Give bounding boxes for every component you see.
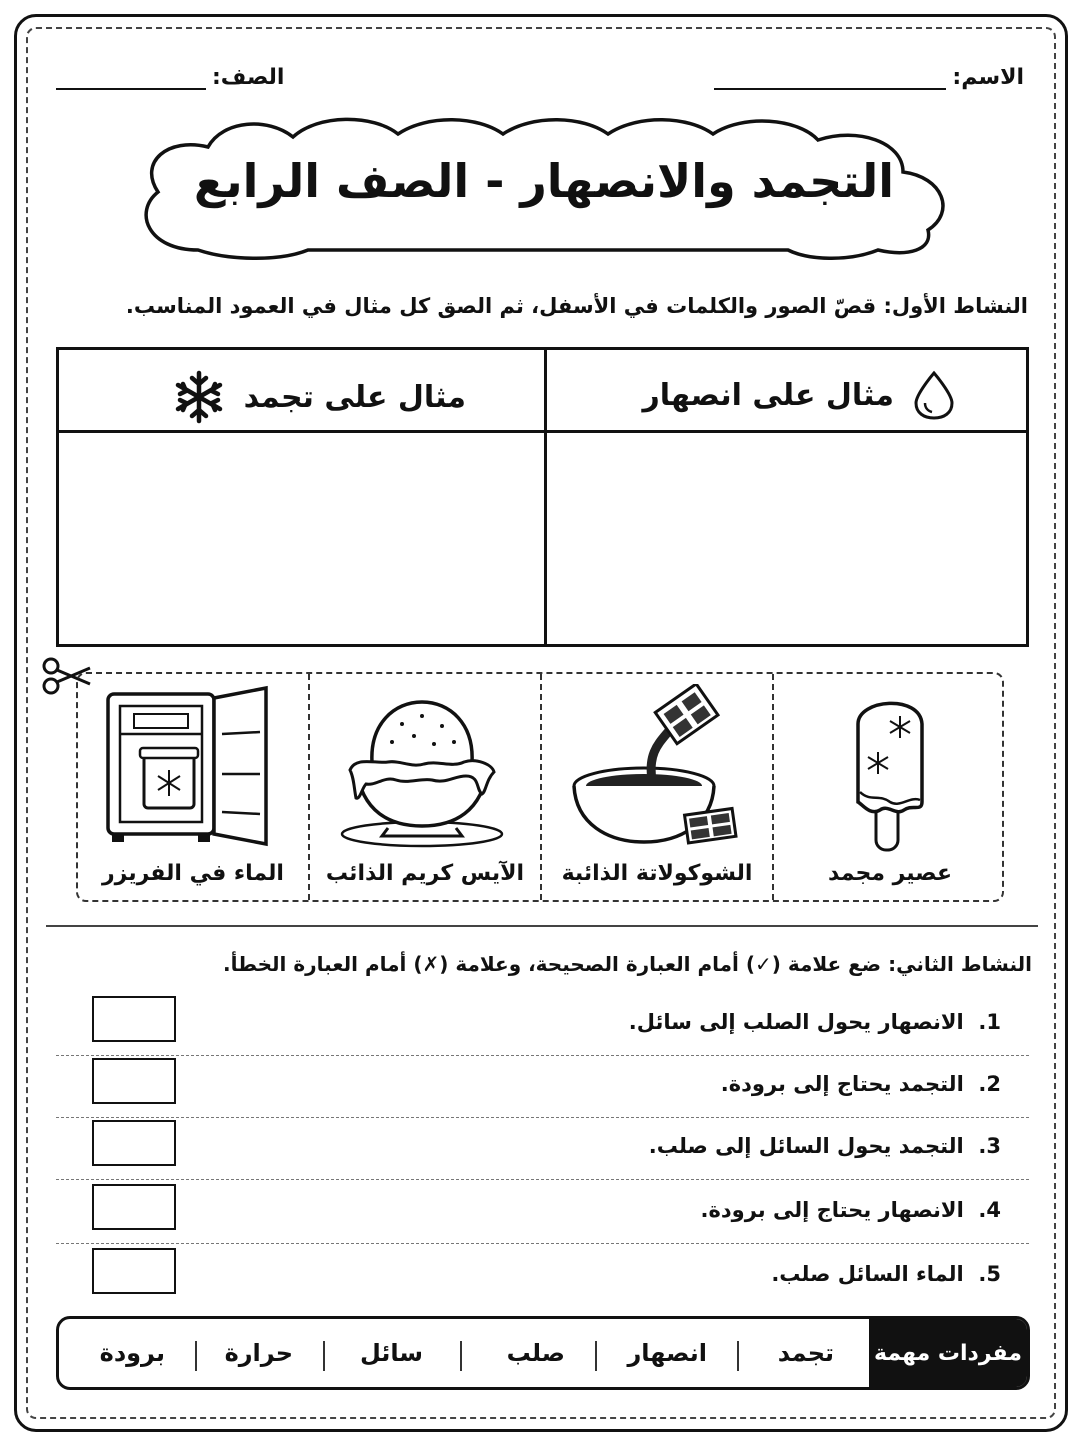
statement-row (56, 1120, 1029, 1180)
statement-row (56, 1058, 1029, 1118)
vocab-word: سائل (359, 1339, 423, 1367)
sorting-table (56, 347, 1029, 647)
page-title: التجمد والانصهار - الصف الرابع (193, 154, 895, 208)
class-label: الصف: (212, 65, 285, 90)
section-divider (46, 925, 1038, 927)
vocab-word: صلب (506, 1339, 565, 1367)
cutout-card-freezer[interactable] (78, 674, 310, 900)
class-field[interactable] (56, 62, 284, 90)
vocab-word: تجمد (777, 1339, 834, 1367)
vocab-separator (595, 1341, 597, 1371)
vocabulary-heading: مفردات مهمة (869, 1319, 1027, 1387)
freezing-drop-area[interactable] (59, 433, 544, 644)
melting-column-label: مثال على انصهار (642, 377, 894, 413)
title-cloud (128, 112, 960, 262)
vocab-separator (737, 1341, 739, 1371)
class-line[interactable] (56, 62, 206, 90)
statement-text: 3. التجمد يحول السائل إلى صلب. (648, 1134, 1001, 1158)
vocab-separator (460, 1341, 462, 1371)
statement-row (56, 996, 1029, 1056)
activity1-instruction: النشاط الأول: قصّ الصور والكلمات في الأسفل، ثم الصق كل مثال في العمود المناسب. (125, 294, 1028, 318)
name-label: الاسم: (952, 65, 1024, 90)
popsicle-icon (800, 684, 980, 854)
answer-box[interactable] (92, 1184, 176, 1230)
cutout-label: عصير مجمد (828, 861, 952, 886)
water-drop-icon (912, 370, 956, 420)
melting-ice-cream-icon (336, 684, 516, 854)
vocab-word: انصهار (627, 1339, 707, 1367)
statement-row (56, 1248, 1029, 1308)
answer-box[interactable] (92, 1248, 176, 1294)
statement-text: 1. الانصهار يحول الصلب إلى سائل. (628, 1010, 1001, 1034)
freezing-column-label: مثال على تجمد (243, 379, 466, 415)
freezing-column-header (172, 370, 466, 424)
statement-text: 4. الانصهار يحتاج إلى برودة. (700, 1198, 1001, 1222)
melting-column-header (642, 370, 956, 420)
cutout-strip (76, 672, 1004, 902)
answer-box[interactable] (92, 1058, 176, 1104)
snowflake-icon (172, 370, 226, 424)
statement-row (56, 1184, 1029, 1244)
cutout-card-melted-chocolate[interactable] (542, 674, 774, 900)
vocab-separator (195, 1341, 197, 1371)
melting-drop-area[interactable] (547, 433, 1026, 644)
cutout-card-melting-ice-cream[interactable] (310, 674, 542, 900)
vocab-word: برودة (99, 1339, 165, 1367)
answer-box[interactable] (92, 996, 176, 1042)
name-field[interactable] (714, 62, 1024, 90)
cutout-label: الماء في الفريزر (102, 861, 284, 886)
activity2-instruction: النشاط الثاني: ضع علامة (✓) أمام العبارة الصحيحة، وعلامة (✗) أمام العبارة الخطأ. (223, 952, 1032, 976)
statement-text: 2. التجمد يحتاج إلى برودة. (720, 1072, 1001, 1096)
cutout-card-popsicle[interactable] (774, 674, 1006, 900)
cutout-label: الآيس كريم الذائب (325, 861, 525, 886)
melted-chocolate-icon (568, 684, 748, 854)
vocab-separator (323, 1341, 325, 1371)
cutout-label: الشوكولاتة الذائبة (561, 861, 753, 886)
name-line[interactable] (714, 62, 946, 90)
vocabulary-bar (56, 1316, 1030, 1390)
statement-text: 5. الماء السائل صلب. (771, 1262, 1001, 1286)
freezer-icon (104, 684, 284, 854)
vocab-word: حرارة (224, 1339, 293, 1367)
answer-box[interactable] (92, 1120, 176, 1166)
